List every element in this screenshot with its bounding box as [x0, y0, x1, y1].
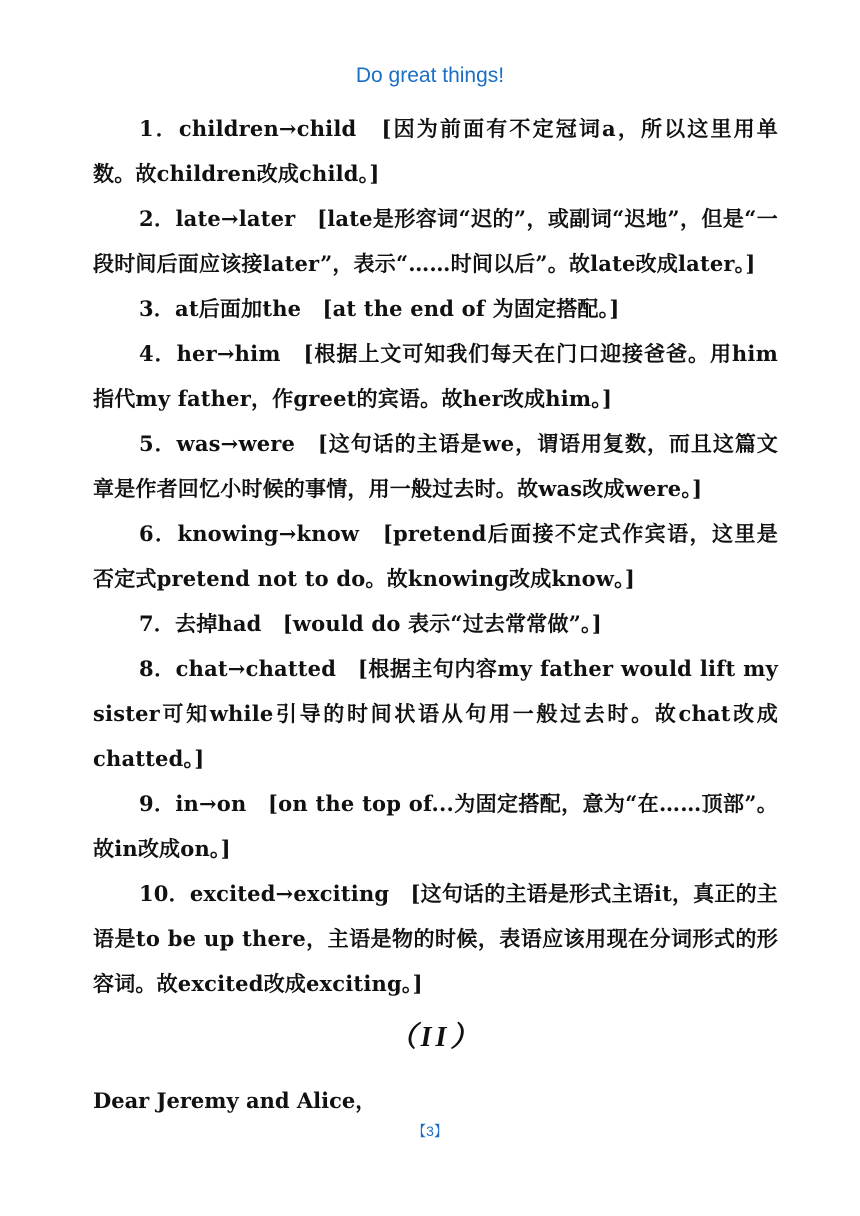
answer-item-5: 5．was→were [这句话的主语是we，谓语用复数，而且这篇文章是作者回忆小时候的事情，用一般过去时。故was改成were。]	[93, 431, 778, 501]
answer-item-2: 2．late→later [late是形容词“迟的”，或副词“迟地”，但是“一段时间后面应该接later”，表示“……时间以后”。故late改成later。]	[93, 206, 778, 276]
letter-salutation: Dear Jeremy and Alice，	[93, 1088, 377, 1113]
answer-item-4: 4．her→him [根据上文可知我们每天在门口迎接爸爸。用him指代my father，作greet的宾语。故her改成him。]	[93, 341, 778, 411]
section-title: （II）	[388, 1022, 483, 1053]
answer-item-3: 3．at后面加the [at the end of 为固定搭配。]	[139, 296, 620, 321]
answer-item-6: 6．knowing→know [pretend后面接不定式作宾语，这里是否定式pretend not to do。故knowing改成know。]	[93, 521, 778, 591]
header-slogan: Do great things!	[355, 64, 505, 87]
answer-item-1: 1．children→child [因为前面有不定冠词a，所以这里用单数。故children改成child。]	[93, 116, 778, 186]
answer-item-7: 7．去掉had [would do 表示“过去常常做”。]	[139, 611, 602, 636]
page-number: 【3】	[412, 1123, 448, 1139]
answer-content	[93, 106, 778, 1123]
answer-item-9: 9．in→on [on the top of...为固定搭配，意为“在……顶部”。故in改成on。]	[93, 791, 778, 861]
answer-item-8: 8．chat→chatted [根据主句内容my father would lift my sister可知while引导的时间状语从句用一般过去时。故chat改成chatted。]	[93, 656, 778, 771]
answer-item-10: 10．excited→exciting [这句话的主语是形式主语it，真正的主语是to be up there，主语是物的时候，表语应该用现在分词形式的形容词。故excited改成exciting。]	[93, 881, 778, 996]
